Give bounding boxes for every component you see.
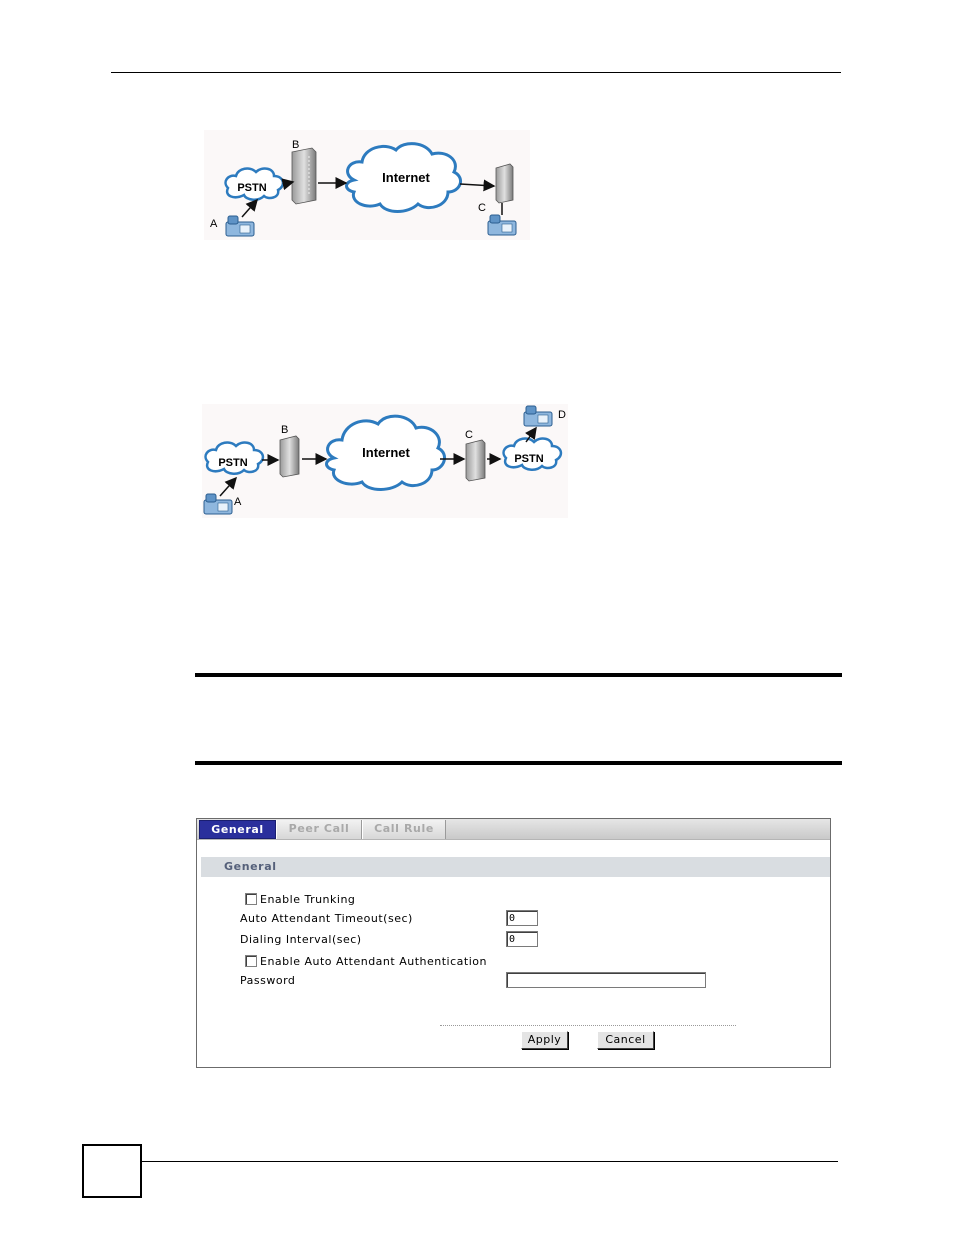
dialing-interval-input[interactable] — [506, 931, 538, 947]
auto-attendant-timeout-label: Auto Attendant Timeout(sec) — [240, 912, 413, 925]
device-b — [280, 436, 299, 477]
label-d: D — [558, 409, 566, 421]
tab-call-rule[interactable]: Call Rule — [362, 820, 446, 839]
pstn-left-label: PSTN — [218, 457, 248, 469]
password-label: Password — [240, 974, 296, 987]
pstn-right-label: PSTN — [514, 453, 544, 465]
device-b — [292, 148, 316, 204]
label-b: B — [292, 139, 300, 151]
note-bottom-rule — [195, 761, 842, 765]
internet-label: Internet — [382, 170, 430, 185]
network-diagram-1 — [204, 130, 530, 240]
pstn-label: PSTN — [237, 182, 267, 194]
trunking-general-screen — [196, 818, 831, 1068]
label-a: A — [210, 218, 218, 230]
tab-general[interactable]: General — [199, 820, 276, 839]
section-title: General — [224, 860, 277, 873]
dialing-interval-label: Dialing Interval(sec) — [240, 933, 362, 946]
tab-peer-call[interactable]: Peer Call — [276, 820, 362, 839]
network-diagram-2 — [202, 404, 568, 518]
label-c: C — [465, 429, 473, 441]
apply-button[interactable]: Apply — [521, 1031, 568, 1049]
enable-auth-label: Enable Auto Attendant Authentication — [260, 955, 487, 968]
internet-label: Internet — [362, 445, 410, 460]
enable-trunking-label: Enable Trunking — [260, 893, 356, 906]
enable-auth-checkbox[interactable] — [245, 955, 257, 967]
password-input[interactable] — [506, 972, 706, 988]
cancel-button[interactable]: Cancel — [597, 1031, 654, 1049]
button-divider — [440, 1025, 736, 1026]
header-rule — [111, 72, 841, 73]
page-number-box — [82, 1144, 142, 1198]
note-top-rule — [195, 673, 842, 677]
device-c — [466, 440, 485, 481]
label-b: B — [281, 424, 289, 436]
auto-attendant-timeout-input[interactable] — [506, 910, 538, 926]
tab-bar — [197, 819, 830, 840]
device-c — [496, 164, 513, 203]
footer-rule — [140, 1161, 838, 1162]
enable-trunking-checkbox[interactable] — [245, 893, 257, 905]
label-a: A — [234, 496, 242, 508]
section-header — [201, 857, 830, 877]
label-c: C — [478, 202, 486, 214]
